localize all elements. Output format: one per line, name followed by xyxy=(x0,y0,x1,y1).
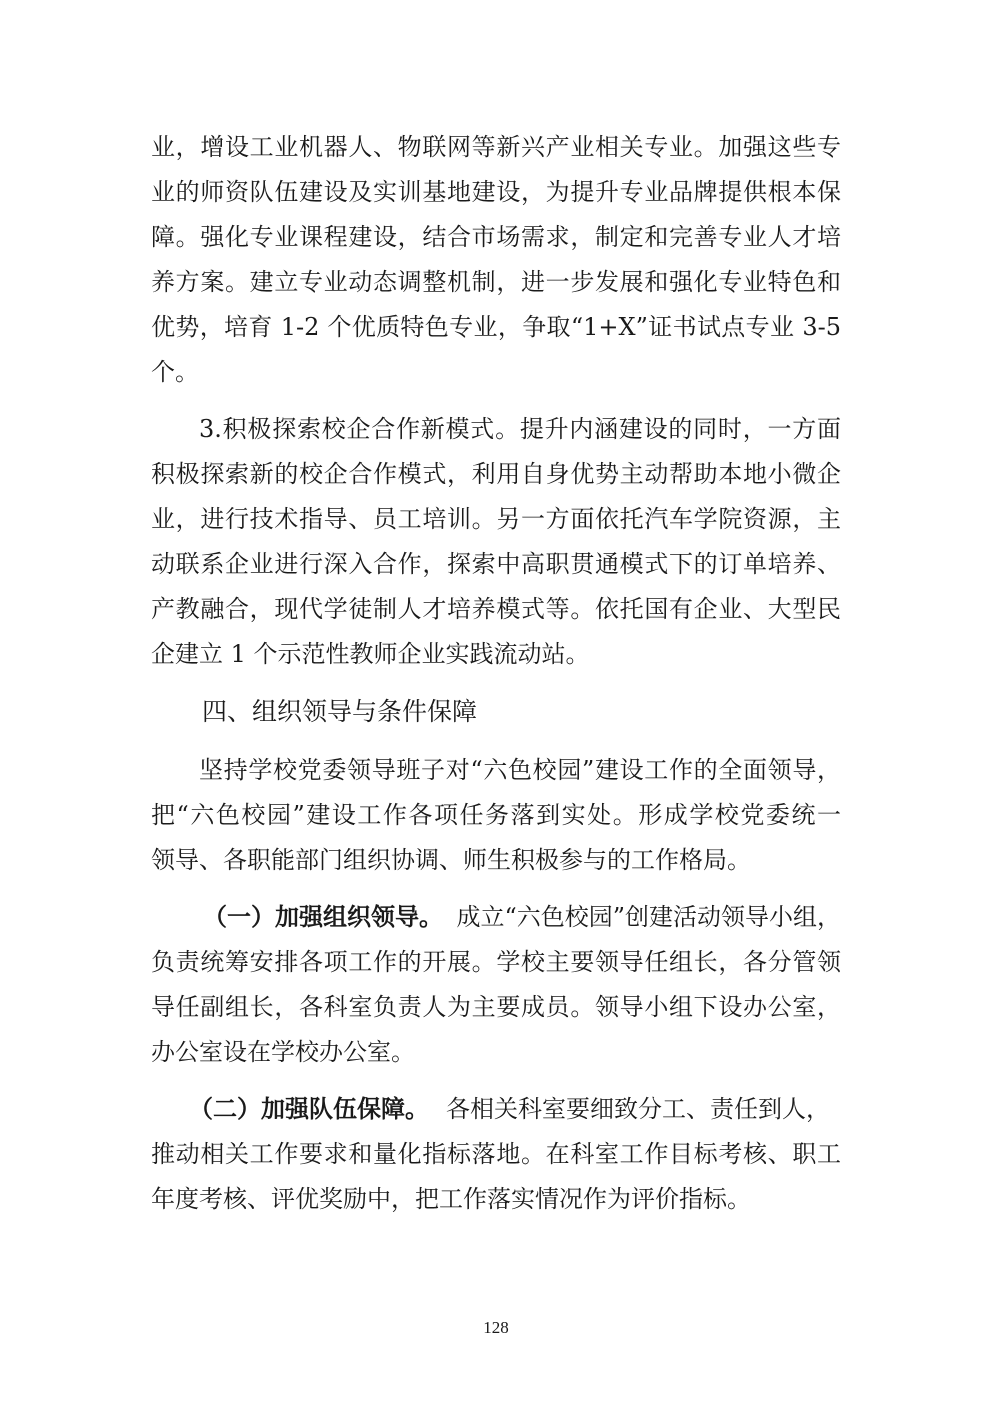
text-line: 优势，培育 1-2 个优质特色专业，争取“1+X”证书试点专业 3-5 xyxy=(151,313,841,341)
text-line: 推动相关工作要求和量化指标落地。在科室工作目标考核、职工 xyxy=(151,1140,841,1168)
subsection-title: （一）加强组织领导。 xyxy=(203,902,443,931)
page-number: 128 xyxy=(483,1318,509,1337)
text-line: 把“六色校园”建设工作各项任务落到实处。形成学校党委统一 xyxy=(151,801,841,829)
subsection-text: 各相关科室要细致分工、责任到人， xyxy=(446,1095,830,1123)
text-line: 障。强化专业课程建设，结合市场需求，制定和完善专业人才培 xyxy=(151,223,841,251)
subsection-title: （二）加强队伍保障。 xyxy=(189,1094,429,1123)
subsection-text: 成立“六色校园”创建活动领导小组， xyxy=(456,903,841,931)
text-line: 导任副组长，各科室负责人为主要成员。领导小组下设办公室， xyxy=(151,993,841,1021)
text-line: 坚持学校党委领导班子对“六色校园”建设工作的全面领导， xyxy=(199,756,841,784)
text-line: 动联系企业进行深入合作，探索中高职贯通模式下的订单培养、 xyxy=(151,550,841,578)
text-line: 3.积极探索校企合作新模式。提升内涵建设的同时，一方面 xyxy=(199,415,841,443)
subsection-line xyxy=(203,902,841,932)
text-line: 年度考核、评优奖励中，把工作落实情况作为评价指标。 xyxy=(151,1185,751,1213)
subsection-line xyxy=(189,1094,830,1124)
section-heading: 四、组织领导与条件保障 xyxy=(202,697,478,726)
text-line: 业的师资队伍建设及实训基地建设，为提升专业品牌提供根本保 xyxy=(151,178,841,206)
text-line: 办公室设在学校办公室。 xyxy=(151,1038,415,1066)
text-line: 积极探索新的校企合作模式，利用自身优势主动帮助本地小微企 xyxy=(151,460,841,488)
text-line: 负责统筹安排各项工作的开展。学校主要领导任组长，各分管领 xyxy=(151,948,841,976)
text-line: 企建立 1 个示范性教师企业实践流动站。 xyxy=(151,640,590,668)
text-line: 业，进行技术指导、员工培训。另一方面依托汽车学院资源，主 xyxy=(151,505,841,533)
text-line: 产教融合，现代学徒制人才培养模式等。依托国有企业、大型民 xyxy=(151,595,841,623)
text-line: 领导、各职能部门组织协调、师生积极参与的工作格局。 xyxy=(151,846,751,874)
text-line: 业，增设工业机器人、物联网等新兴产业相关专业。加强这些专 xyxy=(151,133,841,161)
text-line: 养方案。建立专业动态调整机制，进一步发展和强化专业特色和 xyxy=(151,268,841,296)
text-line: 个。 xyxy=(151,358,199,386)
